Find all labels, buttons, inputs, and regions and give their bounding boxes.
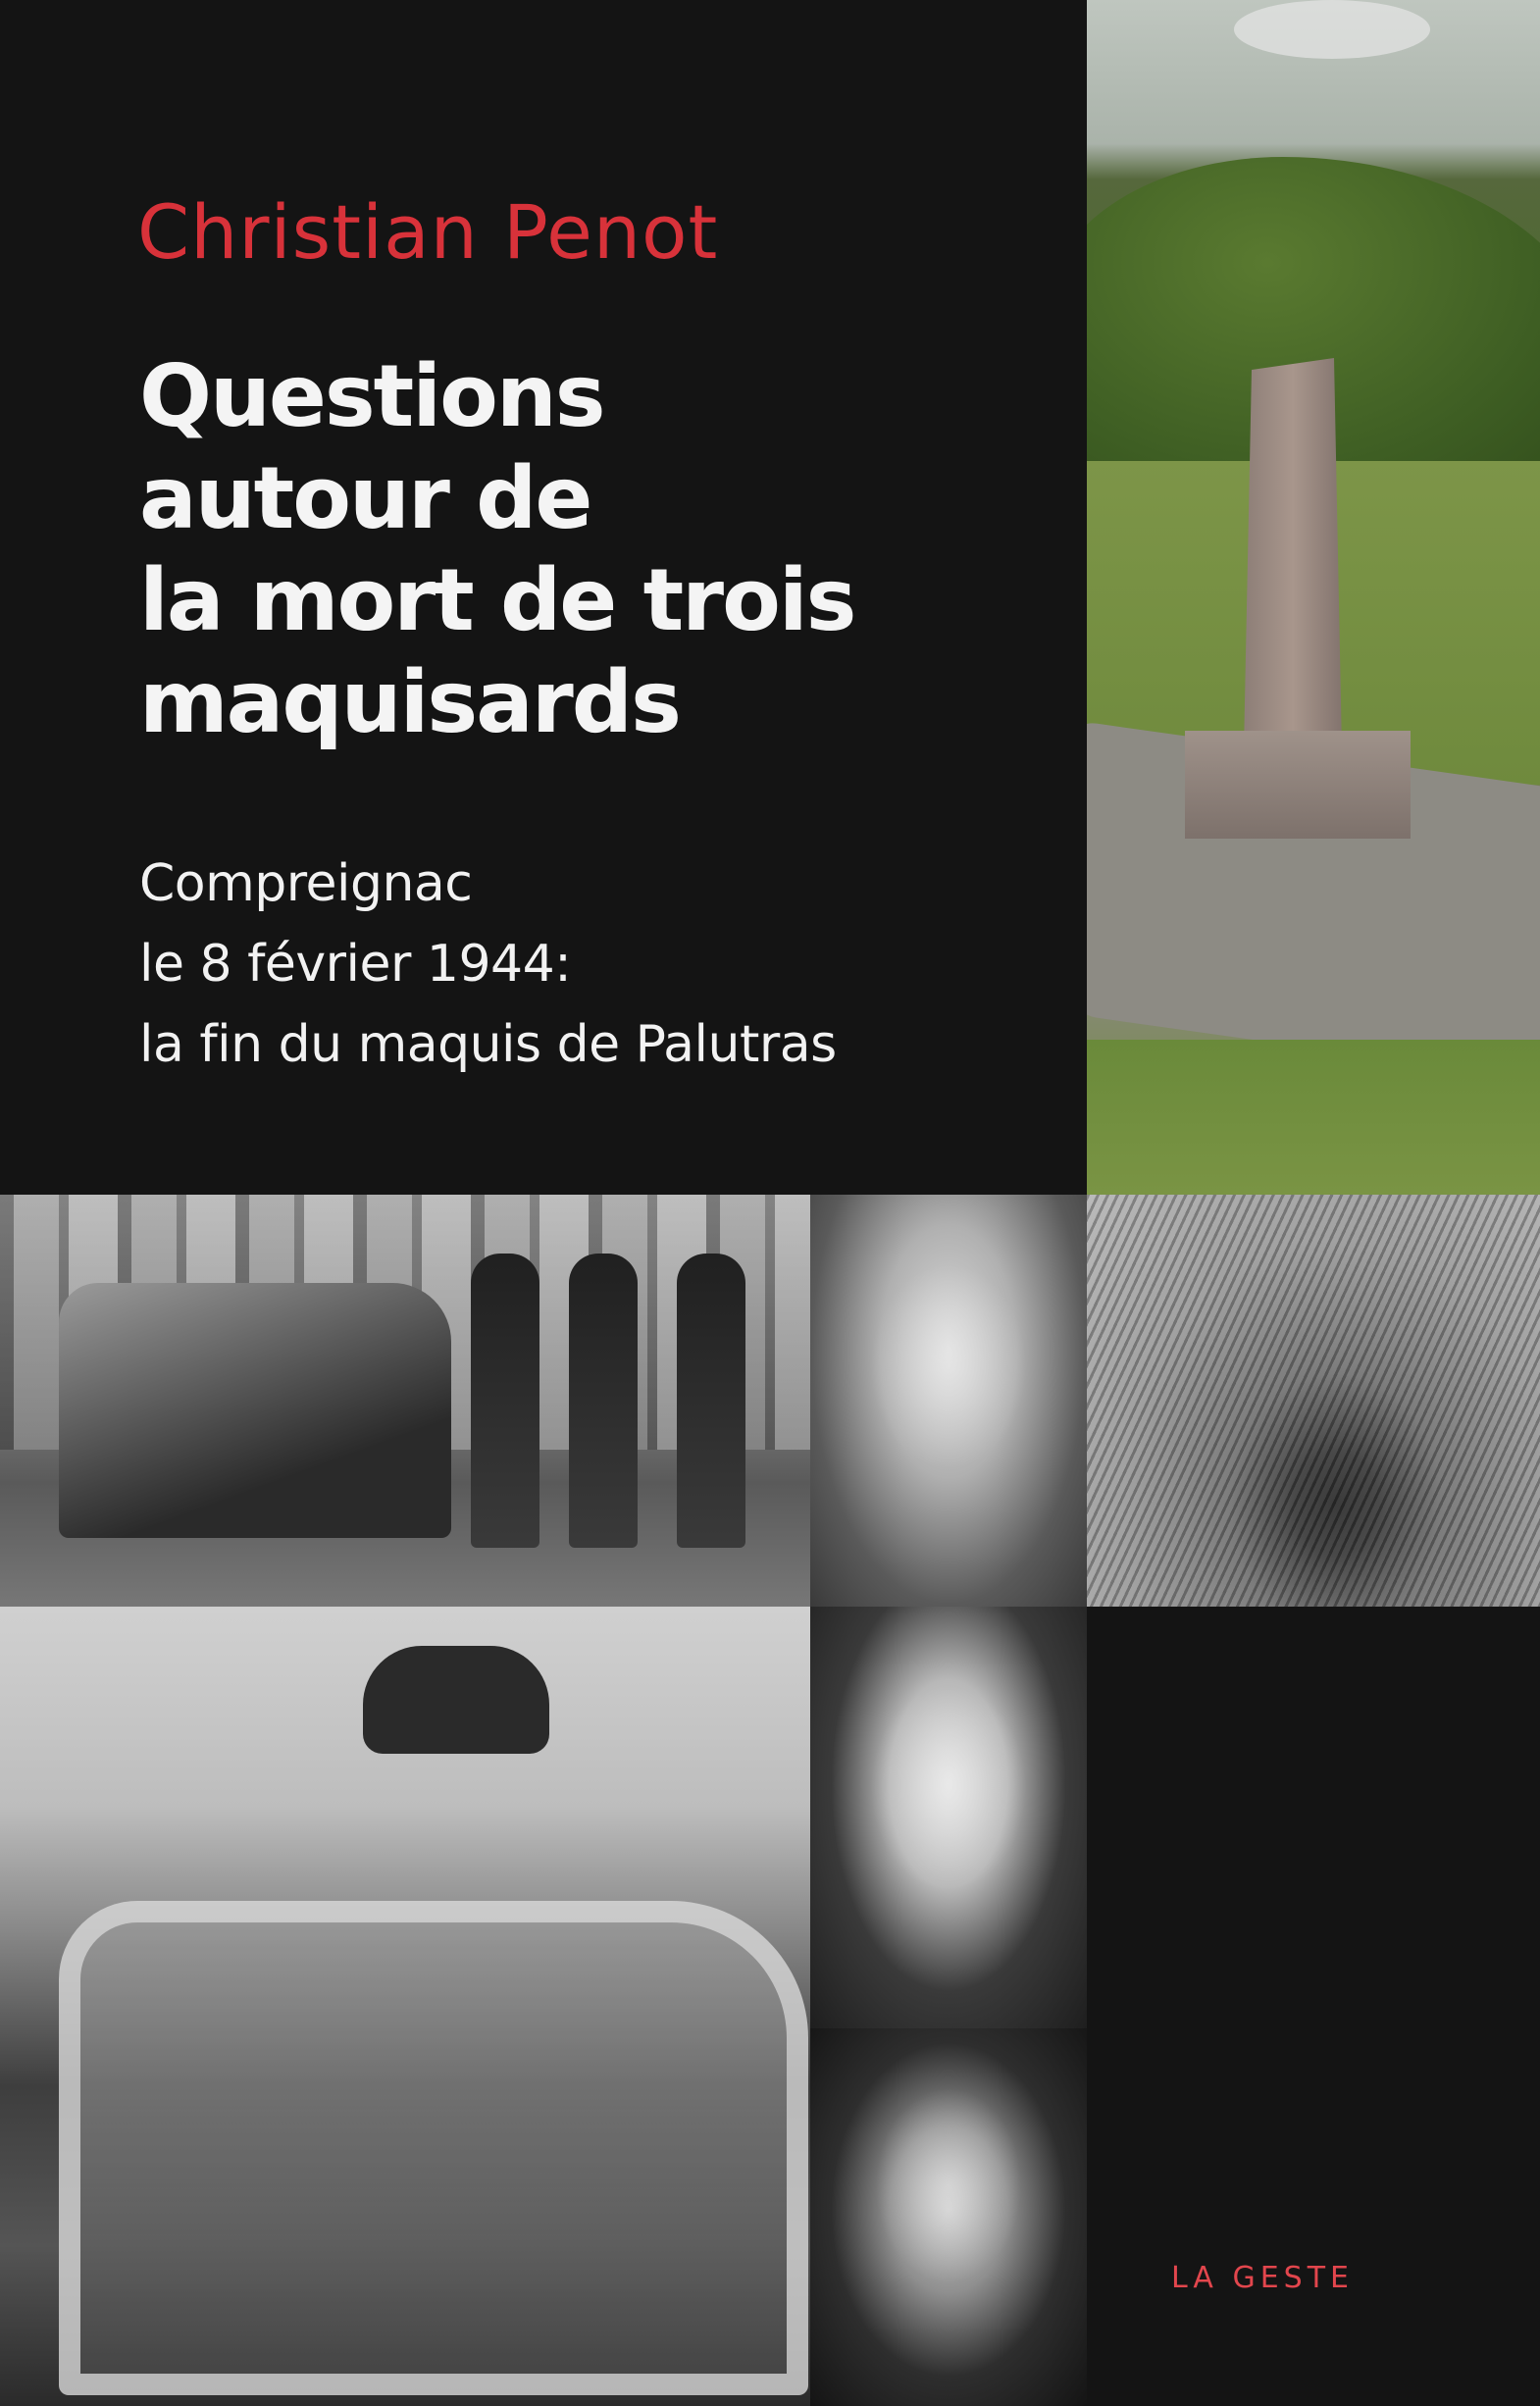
face-shape bbox=[870, 1263, 1027, 1469]
car-shape bbox=[59, 1283, 451, 1538]
book-title bbox=[139, 345, 1061, 753]
subtitle-line: la fin du maquis de Palutras bbox=[139, 1015, 837, 1074]
soldier-figure bbox=[569, 1254, 638, 1548]
author-name: Christian Penot bbox=[137, 188, 719, 276]
face-shape bbox=[870, 1685, 1027, 1891]
grass-shape bbox=[1087, 1040, 1540, 1197]
face-shape bbox=[875, 2087, 1022, 2283]
title-line: autour de bbox=[139, 448, 591, 548]
subtitle-line: le 8 février 1944: bbox=[139, 935, 572, 994]
car-window-shape bbox=[59, 1901, 808, 2395]
soldier-figure bbox=[471, 1254, 539, 1548]
title-line: la mort de trois bbox=[139, 550, 855, 650]
cloud-shape bbox=[1234, 0, 1430, 59]
memorial-obelisk-photo bbox=[1087, 0, 1540, 1197]
obelisk-shape bbox=[1244, 358, 1342, 750]
hat-shape bbox=[363, 1646, 549, 1754]
thatch-texture bbox=[1087, 1195, 1540, 1607]
portrait-photo-man-2 bbox=[810, 1607, 1087, 2028]
forest-hut-photo bbox=[1087, 1195, 1540, 1607]
portrait-photo-man-1 bbox=[810, 1195, 1087, 1607]
obelisk-base-shape bbox=[1185, 731, 1411, 839]
wrecked-car-scene-photo bbox=[0, 1195, 810, 1607]
portrait-photo-man-3 bbox=[810, 2028, 1087, 2406]
book-subtitle bbox=[139, 844, 837, 1085]
subtitle-line: Compreignac bbox=[139, 854, 473, 913]
publisher-name: LA GESTE bbox=[1171, 2261, 1354, 2295]
title-line: Questions bbox=[139, 346, 604, 446]
title-line: maquisards bbox=[139, 652, 680, 752]
soldier-figure bbox=[677, 1254, 745, 1548]
car-closeup-photo bbox=[0, 1607, 810, 2406]
